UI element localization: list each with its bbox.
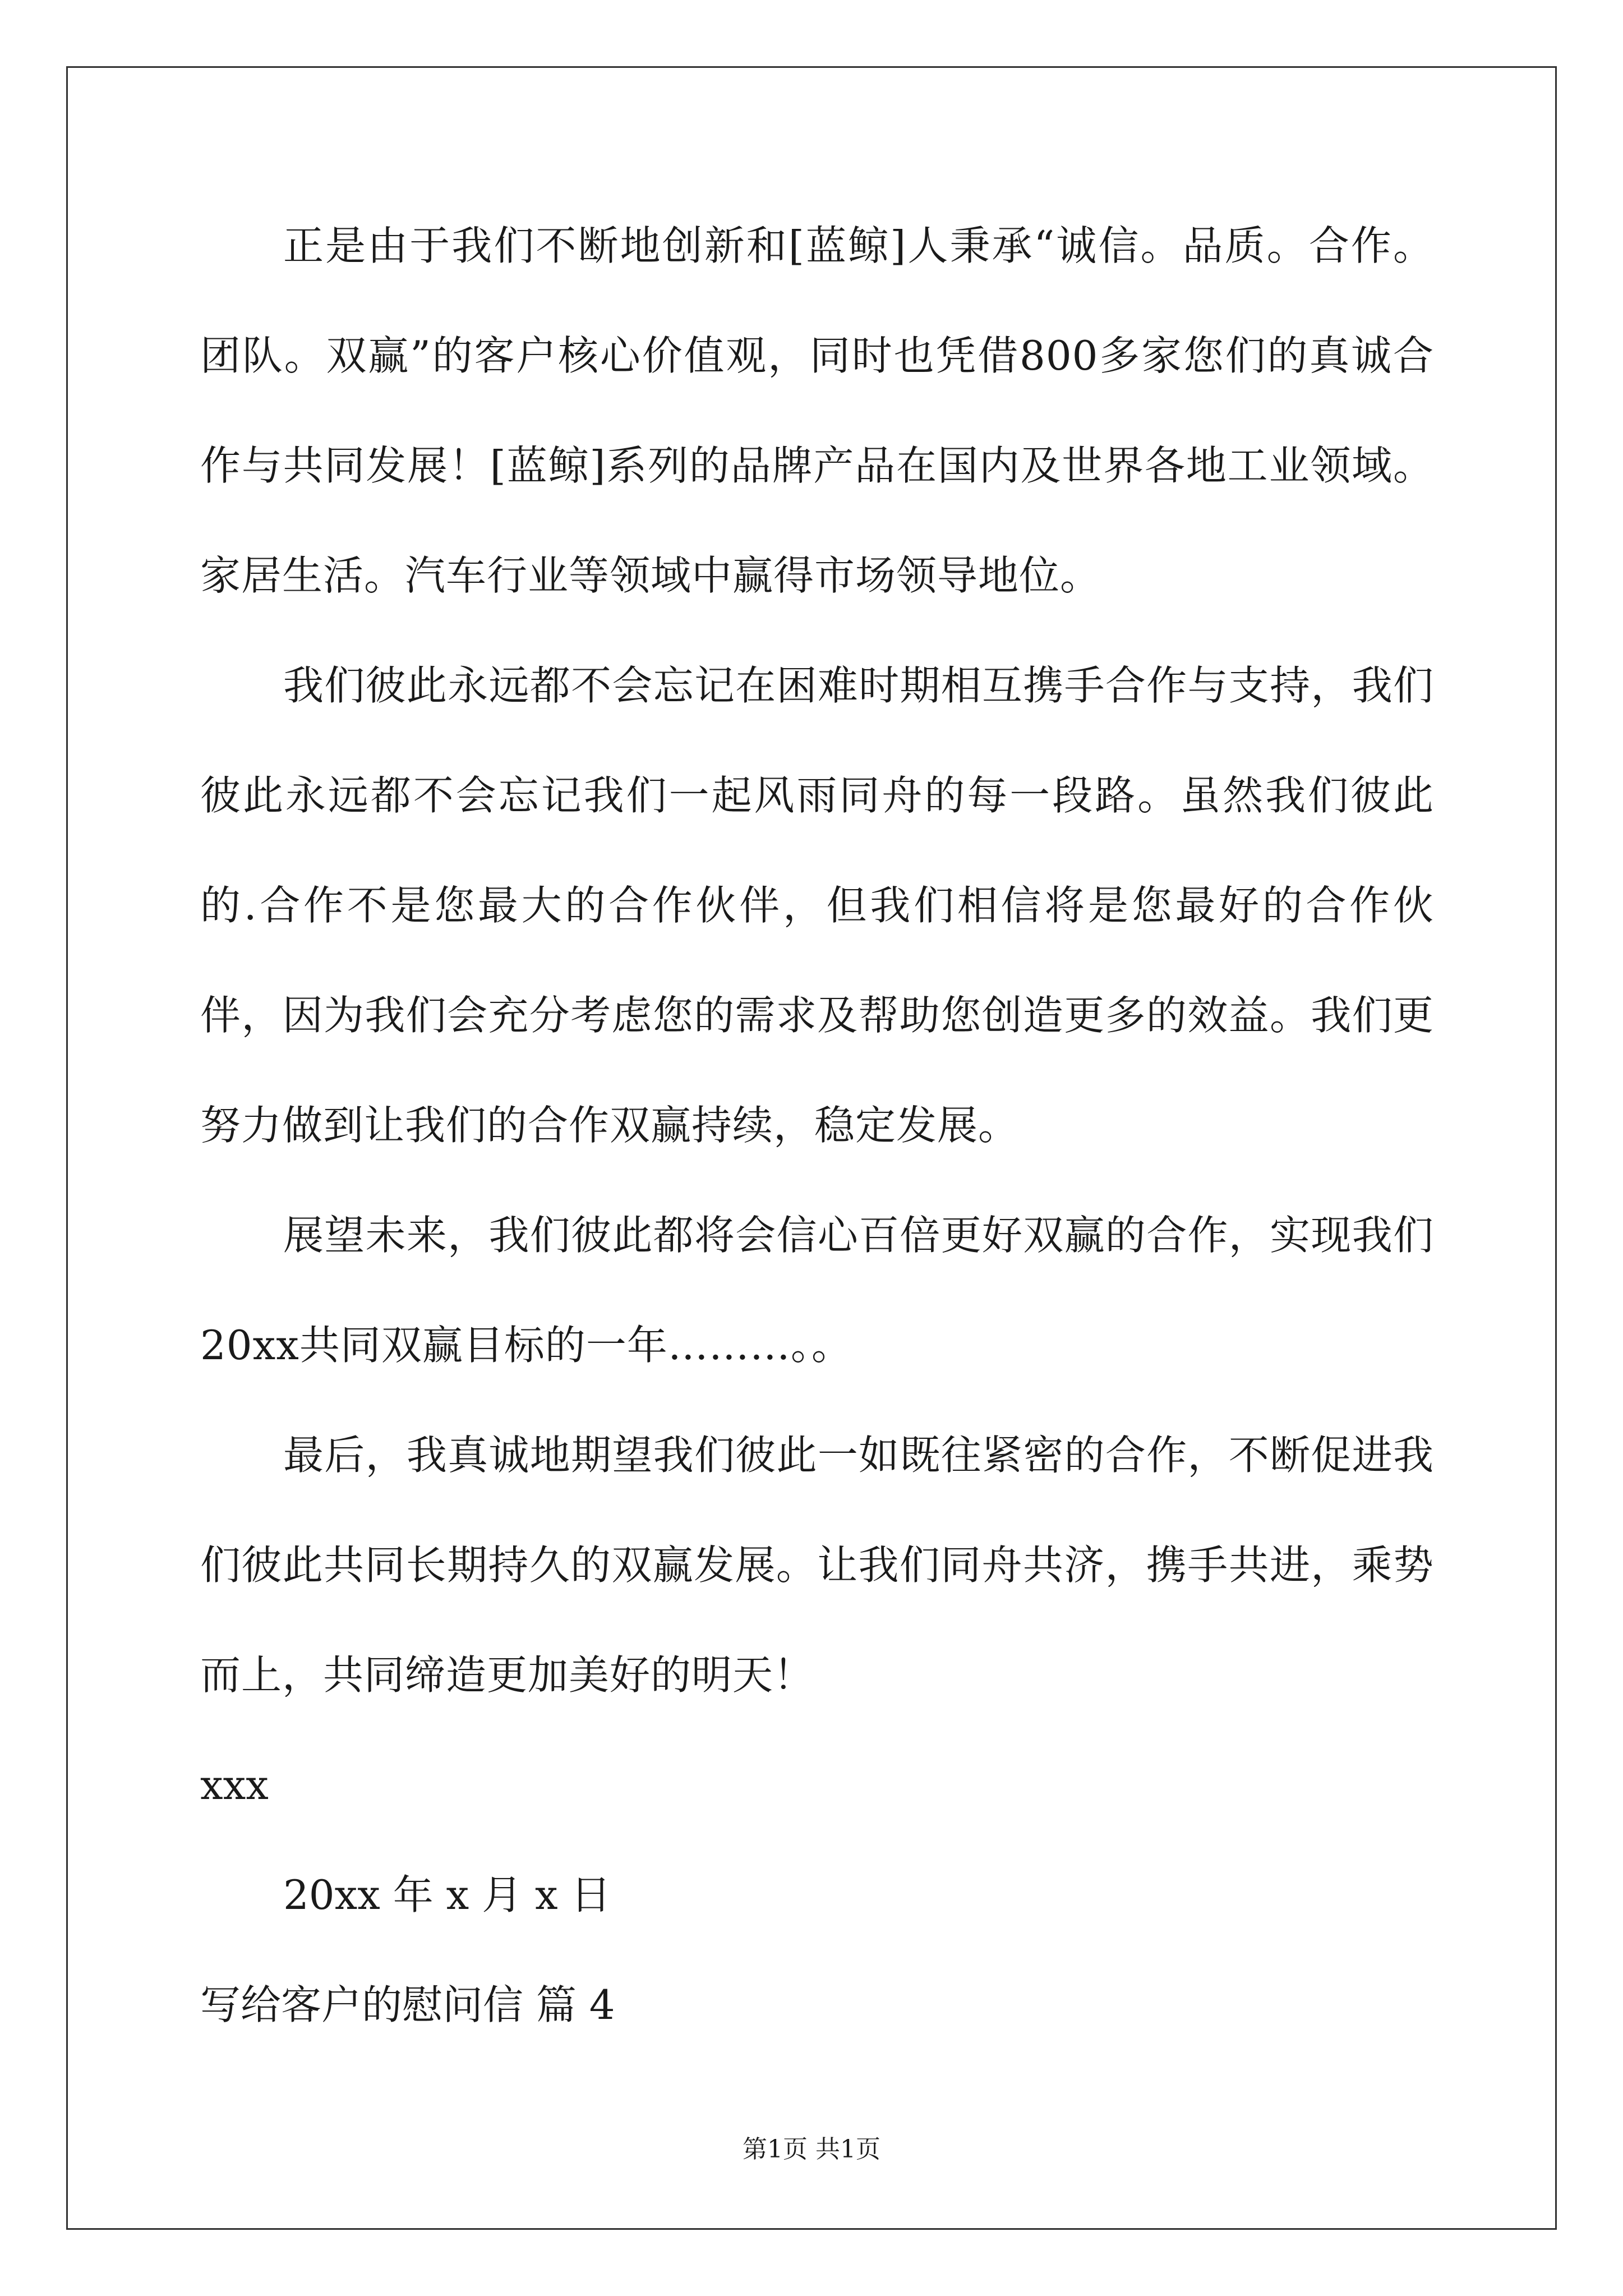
paragraph-3: 展望未来，我们彼此都将会信心百倍更好双赢的合作，实现我们20xx共同双赢目标的一年………。。 xyxy=(200,1212,1434,1369)
letter-body xyxy=(200,191,1434,2060)
next-section-heading: 写给客户的慰问信 篇 4 xyxy=(200,1981,615,2028)
letter-date: 20xx 年 x 月 x 日 xyxy=(283,1871,611,1918)
signature: xxx xyxy=(200,1761,269,1809)
paragraph-2: 我们彼此永远都不会忘记在困难时期相互携手合作与支持，我们彼此永远都不会忘记我们一起风雨同舟的每一段路。虽然我们彼此的.合作不是您最大的合作伙伴，但我们相信将是您最好的合作伙伴，因为我们会充分考虑您的需求及帮助您创造更多的效益。我们更努力做到让我们的合作双赢持续，稳定发展。 xyxy=(200,662,1434,1149)
paragraph-1: 正是由于我们不断地创新和[蓝鲸]人秉承“诚信。品质。合作。团队。双赢”的客户核心价值观，同时也凭借800多家您们的真诚合作与共同发展！[蓝鲸]系列的品牌产品在国内及世界各地工业领域。家居生活。汽车行业等领域中赢得市场领导地位。 xyxy=(200,222,1434,599)
page-footer: 第1页 共1页 xyxy=(743,2135,880,2164)
paragraph-4: 最后，我真诚地期望我们彼此一如既往紧密的合作，不断促进我们彼此共同长期持久的双赢发展。让我们同舟共济，携手共进，乘势而上，共同缔造更加美好的明天！ xyxy=(200,1432,1434,1699)
